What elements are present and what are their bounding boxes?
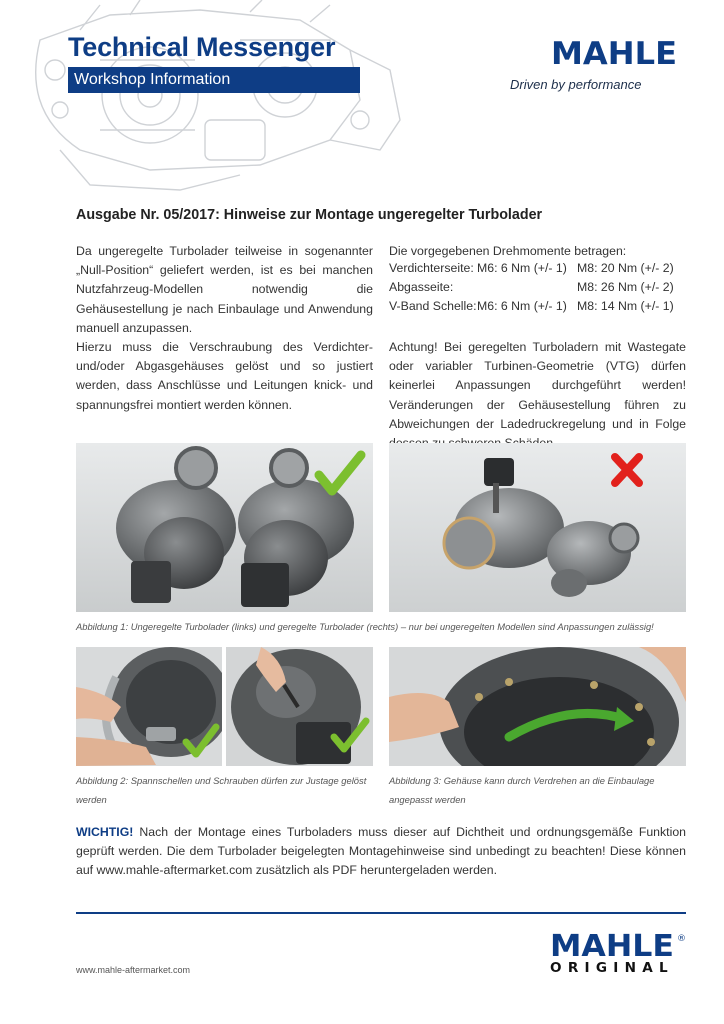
engine-line-drawing bbox=[0, 0, 440, 200]
torque-label: Verdichterseite: bbox=[389, 261, 474, 275]
page-title: Technical Messenger bbox=[68, 32, 336, 62]
svg-text:MAHLE: MAHLE bbox=[551, 38, 677, 66]
article-headline: Ausgabe Nr. 05/2017: Hinweise zur Montage ungeregelter Turbolader bbox=[76, 207, 543, 223]
torque-intro: Die vorgegebenen Drehmomente betragen: bbox=[389, 244, 627, 258]
footer-divider bbox=[76, 912, 686, 914]
intro-paragraph: Da ungeregelte Turbolader teilweise in sogenannter „Null-Position“ geliefert werden, ist es bei manchen Nutzfahrzeug-Modellen notwendig die Gehäusestellung je nach Einbaulage und Anwendung manuell anzupassen. bbox=[76, 244, 373, 335]
photo-unregulated-turbochargers bbox=[76, 443, 373, 612]
brand-slogan: Driven by performance bbox=[510, 77, 642, 92]
torque-m6: M6: 6 Nm (+/- 1) bbox=[477, 261, 567, 275]
torque-m6 bbox=[477, 280, 577, 299]
svg-text:MAHLE: MAHLE bbox=[550, 930, 674, 964]
important-notice bbox=[76, 823, 686, 881]
torque-m8: M8: 14 Nm (+/- 1) bbox=[577, 299, 674, 314]
mahle-logo bbox=[551, 38, 677, 66]
figure-2-caption: Abbildung 2: Spannschellen und Schrauben dürfen zur Justage gelöst werden bbox=[76, 775, 367, 805]
photo-clamp-loosening bbox=[76, 647, 222, 766]
important-text: Nach der Montage eines Turboladers muss dieser auf Dichtheit und ordnungsgemäße Funktion geprüft werden. Die dem Turbolader beigelegten Montagehinweise sind unbedingt zu beachten! Diese können auf www.mahle-aftermarket.com zusätzlich als PDF heruntergeladen werden. bbox=[76, 825, 686, 878]
warning-paragraph: Achtung! Bei geregelten Turboladern mit Wastegate oder variabler Turbinen-Geometrie (VTG) dürfen keinerlei Anpassungen durchgeführt werden! Veränderungen der Gehäusestellung führen zu Abweichungen der Ladedruckregelung und in Folge bbox=[389, 340, 686, 431]
figure-3-caption: Abbildung 3: Gehäuse kann durch Verdrehen an die Einbaulage angepasst werden bbox=[389, 775, 655, 805]
svg-text:ORIGINAL: ORIGINAL bbox=[550, 961, 674, 974]
torque-label: V-Band Schelle: bbox=[389, 299, 477, 314]
torque-row bbox=[389, 261, 674, 280]
footer-url: www.mahle-aftermarket.com bbox=[76, 965, 191, 975]
photo-screw-loosening bbox=[226, 647, 373, 766]
photo-housing-rotation bbox=[389, 647, 686, 766]
torque-m6: M6: 6 Nm (+/- 1) bbox=[477, 299, 567, 314]
torque-row bbox=[389, 299, 674, 318]
torque-row bbox=[389, 280, 674, 299]
figure-1-caption: Abbildung 1: Ungeregelte Turbolader (links) und geregelte Turbolader (rechts) – nur bei ungeregelten Modellen sind Anpassungen zulässig! bbox=[76, 621, 654, 632]
svg-text:®: ® bbox=[677, 934, 686, 944]
torque-label: Abgasseite: bbox=[389, 280, 454, 295]
torque-m8: M8: 26 Nm (+/- 2) bbox=[577, 280, 674, 295]
mahle-original-logo bbox=[548, 930, 688, 979]
photo-regulated-turbochargers bbox=[389, 443, 686, 612]
subtitle-bar: Workshop Information bbox=[68, 67, 360, 93]
adjustment-paragraph: Hierzu muss die Verschraubung des Verdichter- und/oder Abgasgehäuses gelöst und so justiert werden, dass Anschlüsse und Leitungen knick- und spannungsfrei montiert werden können. bbox=[76, 340, 373, 412]
important-label: WICHTIG! bbox=[76, 825, 134, 839]
torque-table bbox=[389, 261, 674, 319]
torque-m8: M8: 20 Nm (+/- 2) bbox=[577, 261, 674, 275]
